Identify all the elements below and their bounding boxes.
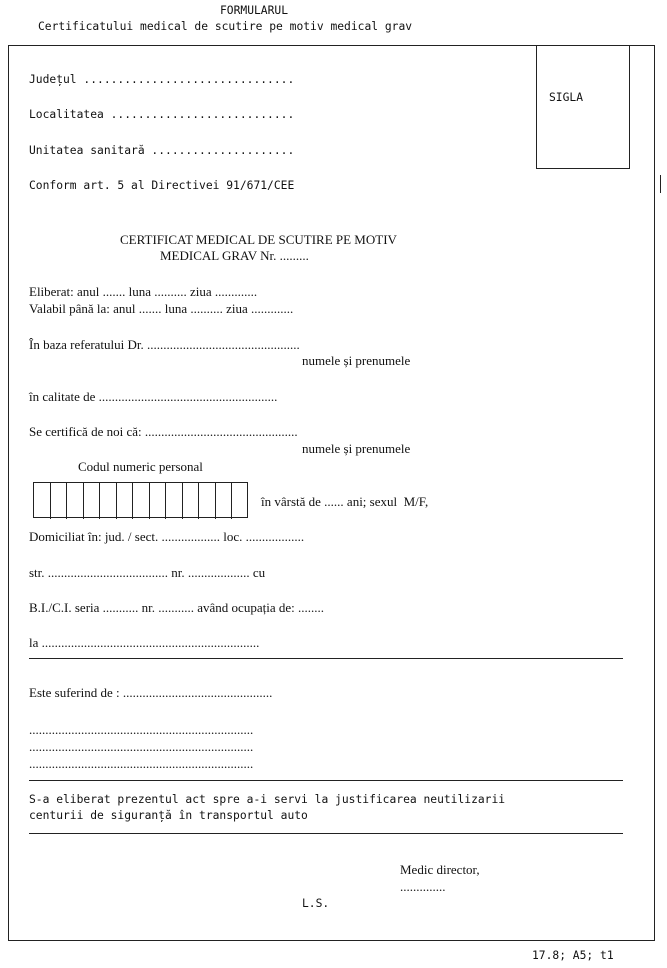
diagnosis-line-3: ..................................................................... bbox=[29, 756, 254, 771]
calitate-field: în calitate de ....................................................... bbox=[29, 389, 278, 404]
cnp-divider bbox=[116, 483, 117, 519]
cnp-divider bbox=[182, 483, 183, 519]
frame-left bbox=[8, 45, 9, 940]
suferind-field: Este suferind de : .............................................. bbox=[29, 685, 273, 700]
purpose-line-1: S-a eliberat prezentul act spre a-i servi la justificarea neutilizarii bbox=[29, 793, 506, 806]
eliberat-field: Eliberat: anul ....... luna .......... ziua ............. bbox=[29, 284, 258, 299]
frame-bottom bbox=[8, 940, 655, 941]
unitatea-field: Unitatea sanitară ..................... bbox=[29, 144, 295, 157]
medic-director-label: Medic director, bbox=[400, 862, 480, 877]
cnp-divider bbox=[165, 483, 166, 519]
valabil-field: Valabil până la: anul ....... luna .......... ziua ............. bbox=[29, 301, 294, 316]
frame-right-tick bbox=[660, 175, 661, 193]
separator-1 bbox=[29, 658, 623, 659]
medic-signature-dots: .............. bbox=[400, 879, 446, 894]
sigla-label: SIGLA bbox=[549, 91, 584, 104]
cnp-divider bbox=[83, 483, 84, 519]
cnp-divider bbox=[231, 483, 232, 519]
domiciliat-field: Domiciliat în: jud. / sect. .................. loc. .................. bbox=[29, 529, 305, 544]
frame-right bbox=[654, 45, 655, 940]
bi-field: B.I./C.I. seria ........... nr. ........... având ocupația de: ........ bbox=[29, 600, 324, 615]
varsta-field: în vârstă de ...... ani; sexul M/F, bbox=[261, 494, 429, 509]
cnp-divider bbox=[198, 483, 199, 519]
cnp-divider bbox=[215, 483, 216, 519]
localitatea-field: Localitatea ........................... bbox=[29, 108, 295, 121]
cnp-divider bbox=[66, 483, 67, 519]
sigla-box bbox=[536, 45, 630, 169]
cnp-divider bbox=[50, 483, 51, 519]
conform-text: Conform art. 5 al Directivei 91/671/CEE bbox=[29, 179, 295, 192]
diagnosis-line-1: ..................................................................... bbox=[29, 722, 254, 737]
cnp-divider bbox=[99, 483, 100, 519]
certificate-number: MEDICAL GRAV Nr. ......... bbox=[160, 248, 309, 263]
footer-code: 17.8; A5; t1 bbox=[532, 949, 614, 962]
strada-field: str. ..................................... nr. ................... cu bbox=[29, 565, 266, 580]
ls-label: L.S. bbox=[302, 897, 330, 910]
certifica-caption: numele și prenumele bbox=[302, 441, 411, 456]
cnp-boxes bbox=[33, 482, 248, 518]
separator-2 bbox=[29, 780, 623, 781]
certificate-title: CERTIFICAT MEDICAL DE SCUTIRE PE MOTIV bbox=[120, 232, 397, 247]
separator-3 bbox=[29, 833, 623, 834]
judetul-field: Județul ............................... bbox=[29, 73, 295, 86]
referat-caption: numele și prenumele bbox=[302, 353, 411, 368]
cnp-divider bbox=[149, 483, 150, 519]
purpose-line-2: centurii de siguranță în transportul auto bbox=[29, 809, 308, 822]
form-subtitle: Certificatului medical de scutire pe motiv medical grav bbox=[38, 20, 413, 33]
certifica-field: Se certifică de noi că: ............................................... bbox=[29, 424, 298, 439]
cnp-divider bbox=[132, 483, 133, 519]
form-label: FORMULARUL bbox=[220, 4, 289, 17]
referat-field: În baza referatului Dr. ............................................... bbox=[29, 337, 300, 352]
cnp-label: Codul numeric personal bbox=[78, 459, 203, 474]
la-field: la ................................................................... bbox=[29, 635, 260, 650]
diagnosis-line-2: ..................................................................... bbox=[29, 739, 254, 754]
